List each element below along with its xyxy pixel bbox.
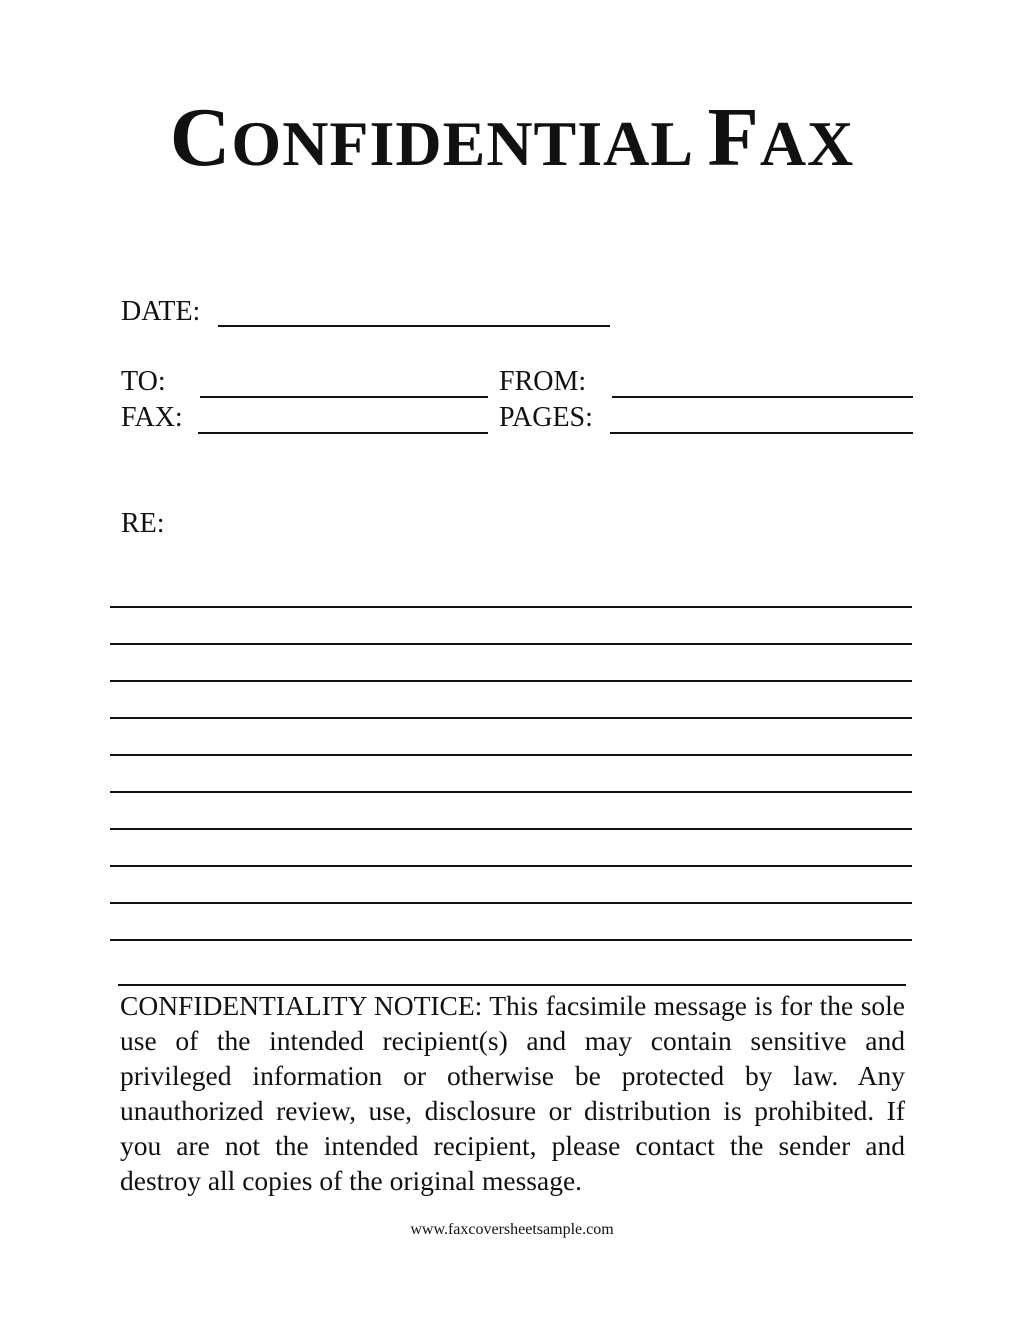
fax-field[interactable] [198, 432, 488, 434]
re-line[interactable] [110, 902, 912, 904]
title-initial-f: F [707, 91, 760, 184]
pages-field[interactable] [610, 432, 913, 434]
confidentiality-notice: CONFIDENTIALITY NOTICE: This facsimile message is for the sole use of the intended recipient(s) and may contain sensitive and privileged information or otherwise be protected by law. Any unauthorized review, use, disclosure or distribution is prohibited. If you are not the intended recipient, please contact the sender and destroy all copies of the original message. [120, 990, 905, 1196]
to-field[interactable] [200, 396, 488, 398]
re-line[interactable] [110, 643, 912, 645]
re-line[interactable] [110, 680, 912, 682]
re-line[interactable] [110, 828, 912, 830]
footer-url: www.faxcoversheetsample.com [410, 1221, 614, 1238]
fax-label: FAX: [121, 402, 183, 433]
title-initial-c: C [169, 91, 232, 184]
from-label: FROM: [499, 366, 587, 397]
title-rest-fax: AX [759, 108, 855, 179]
title-rest-confidential: ONFIDENTIAL [231, 108, 708, 179]
re-line[interactable] [110, 865, 912, 867]
from-field[interactable] [612, 396, 913, 398]
re-line[interactable] [110, 939, 912, 941]
re-line[interactable] [110, 754, 912, 756]
date-field[interactable] [218, 325, 610, 327]
page-title [0, 91, 1024, 184]
re-label: RE: [121, 508, 165, 539]
notice-divider [118, 984, 906, 986]
date-label: DATE: [121, 296, 201, 327]
pages-label: PAGES: [499, 402, 593, 433]
re-line[interactable] [110, 791, 912, 793]
to-label: TO: [121, 366, 166, 397]
re-line[interactable] [110, 717, 912, 719]
re-line[interactable] [110, 606, 912, 608]
